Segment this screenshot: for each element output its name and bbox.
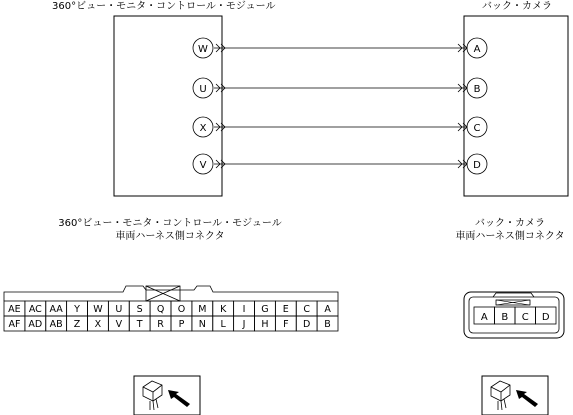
left-view-direction-icon <box>134 376 200 415</box>
left-connector-pin-label: K <box>220 304 227 315</box>
right-connector-pin-label: A <box>480 312 488 323</box>
left-connector-pin-label: P <box>178 319 185 330</box>
left-connector-pin-label: E <box>282 304 289 315</box>
left-pin-label: W <box>198 44 208 55</box>
right-connector-pin-label: D <box>541 312 550 323</box>
left-pin-label: U <box>199 84 207 95</box>
left-connector-pin-label: G <box>261 304 269 315</box>
wire-U-B <box>193 78 487 98</box>
right-pin-label: B <box>473 84 481 95</box>
right-connector-title-line1: バック・カメラ <box>475 218 545 229</box>
left-connector-pin-label: AA <box>49 304 63 315</box>
left-connector-title-line1: 360°ビュー・モニタ・コントロール・モジュール <box>58 218 282 229</box>
left-connector-pin-label: D <box>303 319 311 330</box>
left-connector-pin-label: M <box>198 304 207 315</box>
left-connector-pin-label: AF <box>8 319 21 330</box>
right-pin-label: D <box>473 160 481 171</box>
left-connector-pin-label: AC <box>28 304 42 315</box>
left-connector-pin-label: Q <box>156 304 165 315</box>
left-connector-pin-label: Y <box>74 304 80 315</box>
left-connector-pin-label: N <box>198 319 206 330</box>
left-connector-pin-label: U <box>115 304 123 315</box>
right-connector-pin-label: C <box>521 312 529 323</box>
left-connector-pin-label: H <box>261 319 269 330</box>
left-connector-pin-label: R <box>157 319 164 330</box>
left-connector-pin-label: X <box>94 319 102 330</box>
right-module-title: バック・カメラ <box>482 1 552 12</box>
left-connector-outline <box>4 286 338 301</box>
right-connector <box>464 292 564 338</box>
left-pin-label: V <box>199 160 207 171</box>
right-pin-label: A <box>473 44 481 55</box>
wires <box>193 38 487 174</box>
left-connector-pin-label: J <box>242 319 246 330</box>
right-connector-pin-label: B <box>501 312 509 323</box>
left-connector-pin-label: L <box>220 319 226 330</box>
left-connector-pin-label: AE <box>8 304 21 315</box>
left-connector-pin-label: S <box>136 304 143 315</box>
wire-V-D <box>193 154 487 174</box>
left-module-title: 360°ビュー・モニタ・コントロール・モジュール <box>52 1 276 12</box>
left-connector-title-line2: 車両ハーネス側コネクタ <box>115 231 225 242</box>
left-pin-label: X <box>199 123 207 134</box>
left-connector-pin-label: AB <box>49 319 63 330</box>
left-connector <box>4 286 338 331</box>
left-connector-pin-label: T <box>136 319 143 330</box>
right-connector-title-line2: 車両ハーネス側コネクタ <box>455 231 565 242</box>
left-connector-pin-label: V <box>115 319 123 330</box>
left-connector-pin-label: C <box>303 304 311 315</box>
left-connector-pin-label: W <box>93 304 103 315</box>
left-connector-pin-label: B <box>324 319 331 330</box>
right-pin-label: C <box>473 123 481 134</box>
left-connector-pin-label: Z <box>73 319 81 330</box>
wire-W-A <box>193 38 487 58</box>
left-connector-pin-label: AD <box>28 319 43 330</box>
wire-X-C <box>193 117 487 137</box>
left-connector-pin-label: F <box>283 319 289 330</box>
left-connector-pin-label: A <box>324 304 331 315</box>
left-connector-pin-label: O <box>177 304 186 315</box>
right-view-direction-icon <box>482 376 548 415</box>
left-connector-pin-label: I <box>242 304 246 315</box>
